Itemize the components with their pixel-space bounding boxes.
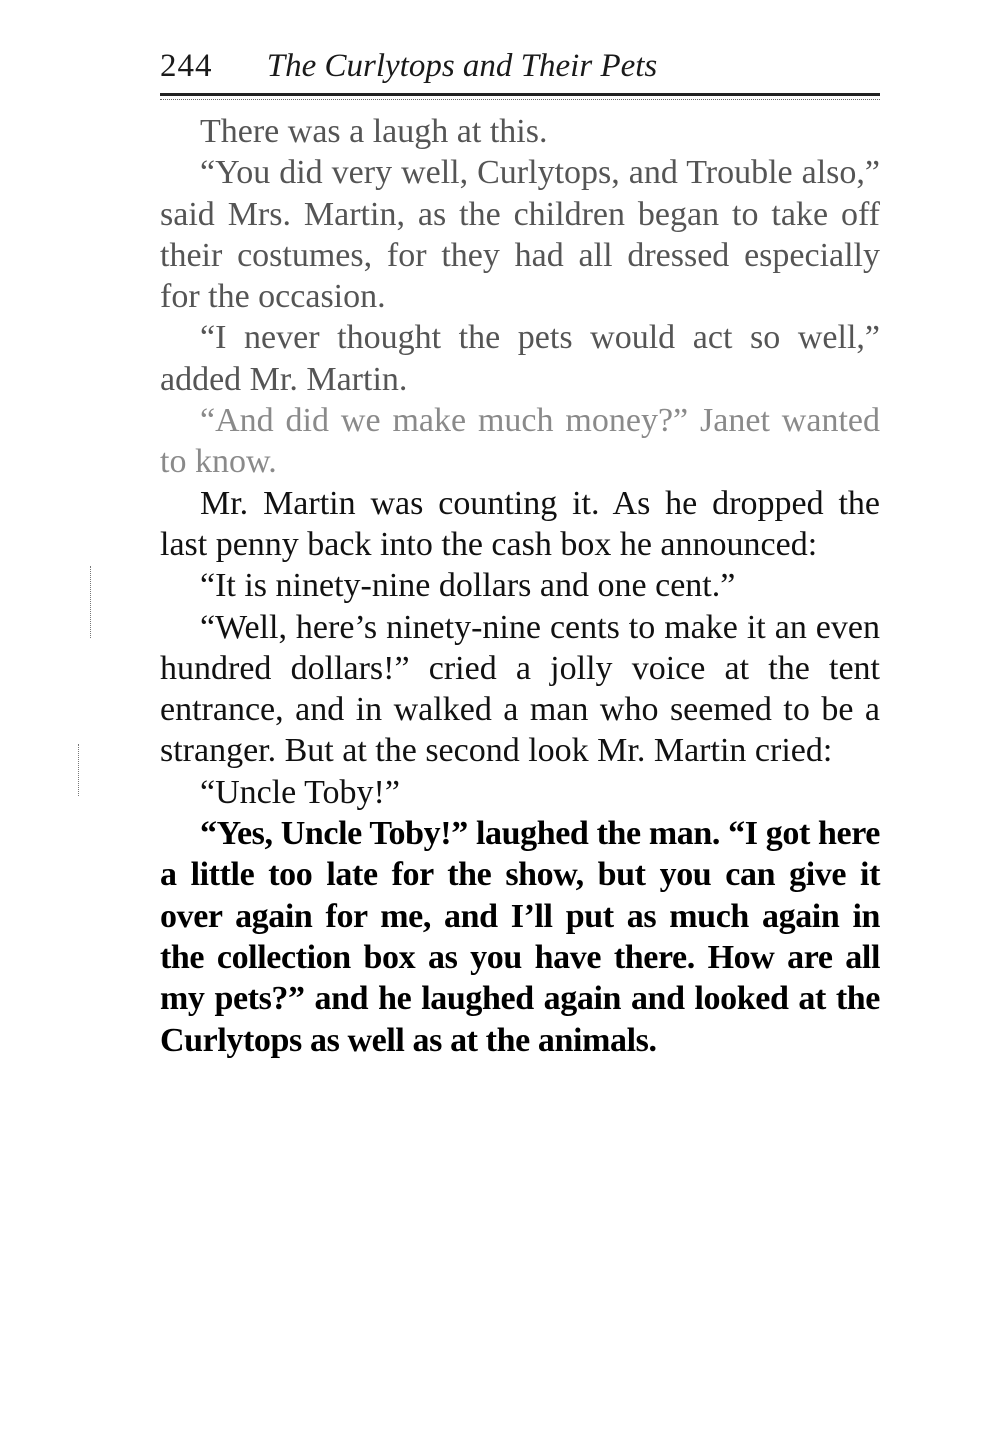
- paragraph-mr-martin-pets: “I never thought the pets would act so well,” added Mr. Martin.: [160, 319, 880, 398]
- margin-speck: [78, 744, 79, 796]
- paragraph-counting: Mr. Martin was counting it. As he dropped the last penny back into the cash box he announced:: [160, 484, 880, 563]
- paragraph-laugh: There was a laugh at this.: [200, 113, 548, 150]
- paragraph-uncle-toby-reply: “Yes, Uncle Toby!” laughed the man. “I got here a little too late for the show, but you can give it over again for me, and I’ll put as much again in the collection box as you have there. How are all my pets?” and he laughed again and looked at the Curlytops as well as at the animals.: [160, 815, 880, 1059]
- body-text: [160, 111, 880, 1061]
- paragraph-janet-money: “And did we make much money?” Janet wanted to know.: [160, 402, 880, 481]
- book-title: The Curlytops and Their Pets: [266, 48, 658, 84]
- paragraph-jolly-voice: “Well, here’s ninety-nine cents to make it an even hundred dollars!” cried a jolly voice at the tent entrance, and in walked a man who seemed to be a stranger. But at the second look Mr. Martin cried:: [160, 608, 880, 770]
- margin-speck: [90, 566, 91, 638]
- page-number: 244: [160, 48, 213, 84]
- running-head: [160, 46, 880, 86]
- paragraph-mrs-martin: “You did very well, Curlytops, and Trouble also,” said Mrs. Martin, as the children began to take off their costumes, for they had all dressed especially for the occasion.: [160, 154, 880, 316]
- paragraph-total: “It is ninety-nine dollars and one cent.”: [200, 567, 736, 605]
- header-rule: [160, 93, 880, 96]
- paragraph-uncle-toby: “Uncle Toby!”: [200, 773, 400, 811]
